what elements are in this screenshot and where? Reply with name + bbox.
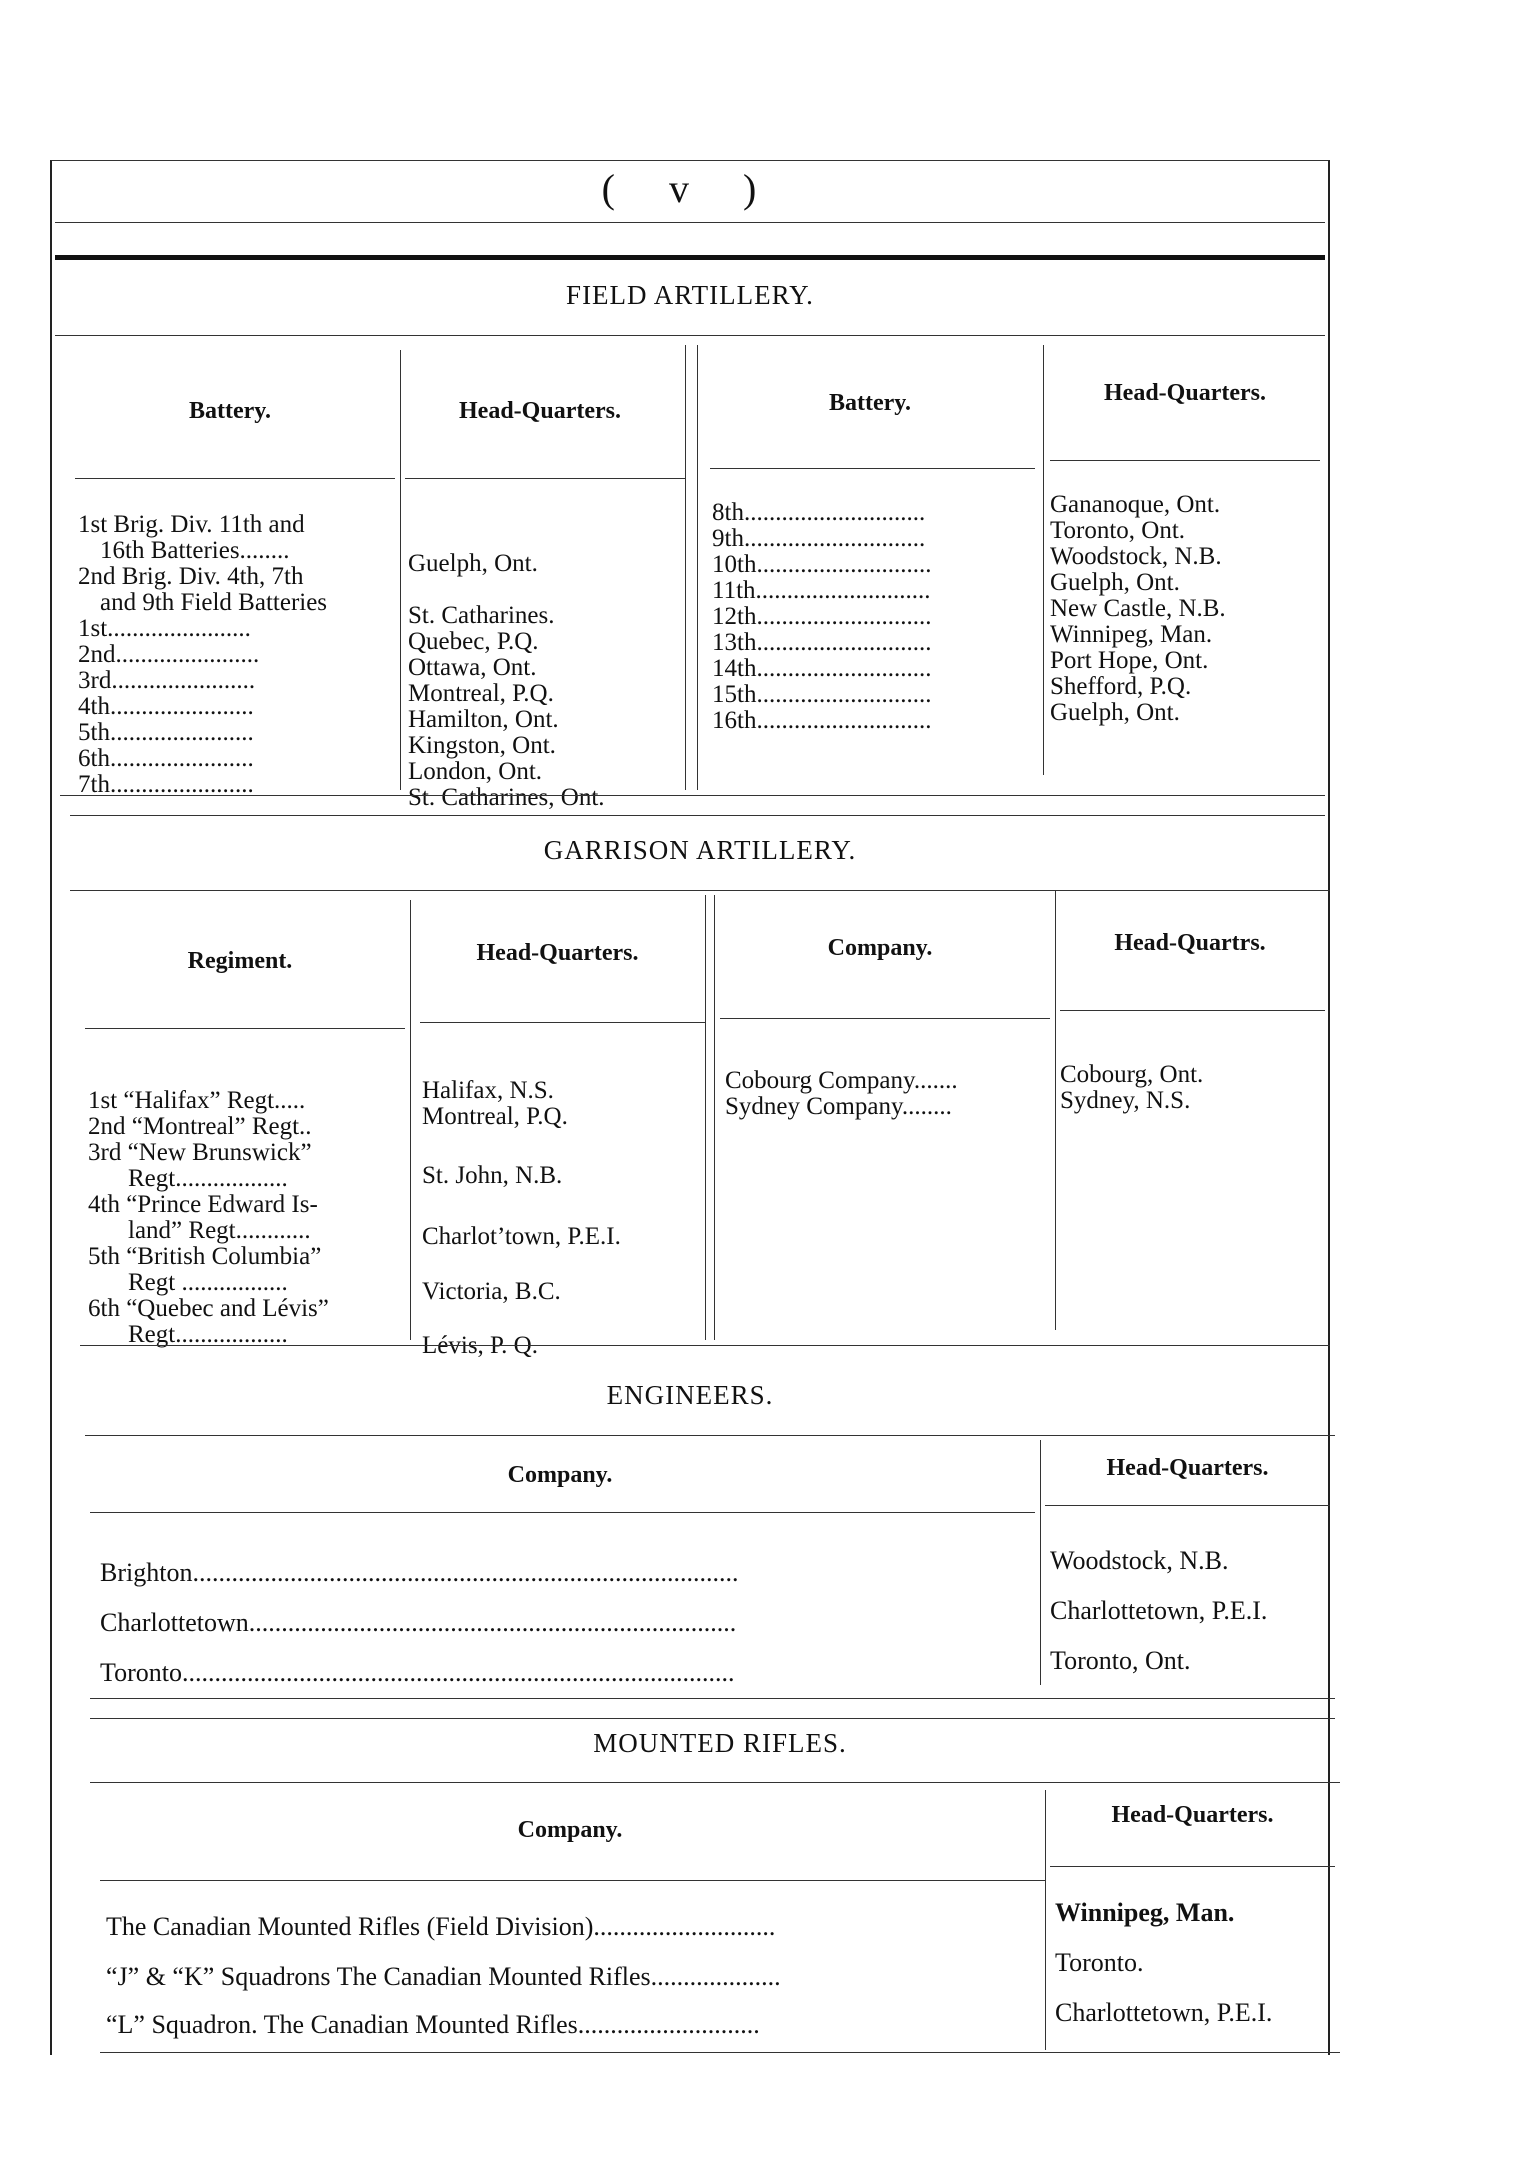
list-item: Regt ................. bbox=[128, 1269, 288, 1296]
mr-col-company: Company. bbox=[517, 1817, 623, 1843]
divider bbox=[405, 478, 685, 479]
fa-col-battery-left: Battery. bbox=[189, 398, 271, 424]
list-item: 16th............................ bbox=[712, 707, 932, 734]
list-item: 11th............................ bbox=[712, 577, 931, 604]
list-item bbox=[422, 1310, 621, 1328]
column-rule bbox=[1045, 1790, 1046, 2050]
column-rule bbox=[1043, 345, 1044, 775]
field-artillery-title: FIELD ARTILLERY. bbox=[566, 280, 814, 310]
divider bbox=[720, 1018, 1050, 1019]
list-item: land” Regt............ bbox=[128, 1217, 311, 1244]
fa-right-hq-list bbox=[1050, 492, 1226, 726]
list-item: 7th....................... bbox=[78, 771, 254, 798]
divider bbox=[80, 1345, 1330, 1346]
ga-col-hq-right: Head-Quartrs. bbox=[1114, 930, 1266, 956]
list-item: Regt.................. bbox=[128, 1321, 288, 1348]
table-row bbox=[100, 1558, 1030, 1588]
eng-col-hq: Head-Quarters. bbox=[1106, 1455, 1269, 1481]
list-item: 9th............................. bbox=[712, 525, 926, 552]
list-item: Montreal, P.Q. bbox=[408, 680, 554, 707]
list-item: Woodstock, N.B. bbox=[1050, 543, 1222, 570]
list-item: Regt.................. bbox=[128, 1165, 288, 1192]
ga-company-hq-list bbox=[1060, 1062, 1203, 1114]
table-row bbox=[1055, 1948, 1143, 1978]
list-item: Halifax, N.S. bbox=[422, 1077, 554, 1104]
divider bbox=[70, 890, 1330, 891]
eng-hq-cell: Toronto, Ont. bbox=[1050, 1646, 1191, 1675]
table-row bbox=[1055, 1998, 1272, 2028]
divider bbox=[60, 795, 1325, 796]
divider bbox=[85, 1028, 405, 1029]
column-rule bbox=[1040, 1440, 1041, 1685]
fa-col-hq-left: Head-Quarters. bbox=[459, 398, 621, 424]
list-item: 15th............................ bbox=[712, 681, 932, 708]
divider bbox=[70, 815, 1325, 816]
table-row bbox=[106, 1912, 1038, 1942]
divider bbox=[90, 1698, 1335, 1699]
table-row bbox=[1055, 1898, 1234, 1928]
list-item bbox=[422, 1196, 621, 1220]
table-row bbox=[100, 1658, 1030, 1688]
table-row bbox=[100, 1608, 1030, 1638]
list-item: 2nd “Montreal” Regt.. bbox=[88, 1113, 312, 1140]
mr-hq-cell: Charlottetown, P.E.I. bbox=[1055, 1998, 1273, 2027]
mr-hq-cell: Toronto. bbox=[1055, 1948, 1144, 1977]
table-row bbox=[106, 1962, 1038, 1992]
divider bbox=[1060, 1010, 1325, 1011]
eng-hq-cell: Woodstock, N.B. bbox=[1050, 1546, 1229, 1575]
table-row bbox=[1050, 1596, 1267, 1626]
eng-col-company: Company. bbox=[507, 1462, 613, 1488]
list-item: and 9th Field Batteries bbox=[100, 589, 328, 616]
list-item: Gananoque, Ont. bbox=[1050, 491, 1221, 518]
divider bbox=[100, 2052, 1340, 2053]
mr-col-hq: Head-Quarters. bbox=[1111, 1802, 1274, 1828]
list-item: Guelph, Ont. bbox=[408, 550, 538, 577]
divider bbox=[710, 468, 1035, 469]
divider bbox=[90, 1512, 1035, 1513]
divider bbox=[1050, 1866, 1335, 1867]
fa-left-battery-list bbox=[78, 512, 327, 798]
table-row bbox=[106, 2010, 1038, 2040]
list-item: Guelph, Ont. bbox=[1050, 569, 1180, 596]
list-item: St. Catharines, Ont. bbox=[408, 784, 605, 811]
divider bbox=[75, 478, 395, 479]
column-rule bbox=[400, 350, 401, 790]
fa-right-battery-list bbox=[712, 500, 931, 734]
list-item: 2nd....................... bbox=[78, 641, 260, 668]
list-item: Lévis, P. Q. bbox=[422, 1332, 538, 1359]
list-item: 4th “Prince Edward Is- bbox=[88, 1191, 318, 1218]
list-item: Sydney, N.S. bbox=[1060, 1087, 1191, 1114]
column-rule bbox=[697, 345, 698, 790]
list-item: Charlot’town, P.E.I. bbox=[422, 1223, 621, 1250]
list-item: 6th....................... bbox=[78, 745, 254, 772]
list-item bbox=[408, 577, 605, 603]
list-item: 5th....................... bbox=[78, 719, 254, 746]
column-rule bbox=[410, 900, 411, 1340]
list-item: 6th “Quebec and Lévis” bbox=[88, 1295, 329, 1322]
mr-company-cell: The Canadian Mounted Rifles (Field Division)............................ bbox=[106, 1912, 776, 1941]
list-item: 10th............................ bbox=[712, 551, 932, 578]
mr-hq-cell: Winnipeg, Man. bbox=[1055, 1898, 1235, 1927]
fa-col-hq-right: Head-Quarters. bbox=[1104, 380, 1266, 406]
ga-col-hq: Head-Quarters. bbox=[476, 940, 639, 966]
eng-company-cell: Brighton.................................................................................... bbox=[100, 1558, 739, 1587]
column-rule bbox=[714, 895, 715, 1340]
eng-company-cell: Charlottetown........................................................................... bbox=[100, 1608, 737, 1637]
list-item: 1st “Halifax” Regt..... bbox=[88, 1087, 306, 1114]
divider bbox=[1050, 460, 1320, 461]
list-item bbox=[422, 1130, 621, 1156]
mounted-rifles-title: MOUNTED RIFLES. bbox=[593, 1728, 847, 1758]
list-item: 1st....................... bbox=[78, 615, 251, 642]
ga-col-company: Company. bbox=[827, 935, 933, 961]
eng-company-cell: Toronto..................................................................................... bbox=[100, 1658, 735, 1687]
garrison-artillery-title: GARRISON ARTILLERY. bbox=[543, 835, 857, 865]
list-item: Montreal, P.Q. bbox=[422, 1103, 568, 1130]
column-rule bbox=[705, 895, 706, 1340]
fa-col-battery-right: Battery. bbox=[829, 390, 911, 416]
mr-company-cell: “J” & “K” Squadrons The Canadian Mounted Rifles.................... bbox=[106, 1962, 781, 1991]
list-item: St. John, N.B. bbox=[422, 1162, 563, 1189]
list-item: Cobourg, Ont. bbox=[1060, 1061, 1204, 1088]
list-item: Winnipeg, Man. bbox=[1050, 621, 1213, 648]
list-item: Toronto, Ont. bbox=[1050, 517, 1186, 544]
list-item: Guelph, Ont. bbox=[1050, 699, 1180, 726]
list-item: Hamilton, Ont. bbox=[408, 706, 559, 733]
divider bbox=[55, 222, 1325, 223]
divider bbox=[85, 1435, 1335, 1436]
table-row bbox=[1050, 1546, 1228, 1576]
list-item: 3rd “New Brunswick” bbox=[88, 1139, 312, 1166]
eng-hq-cell: Charlottetown, P.E.I. bbox=[1050, 1596, 1268, 1625]
divider bbox=[90, 1782, 1340, 1783]
list-item: Ottawa, Ont. bbox=[408, 654, 537, 681]
list-item: 13th............................ bbox=[712, 629, 932, 656]
list-item: 12th............................ bbox=[712, 603, 932, 630]
list-item: London, Ont. bbox=[408, 758, 543, 785]
table-row bbox=[1050, 1646, 1190, 1676]
divider bbox=[90, 1718, 1335, 1719]
list-item: 3rd....................... bbox=[78, 667, 256, 694]
list-item: 5th “British Columbia” bbox=[88, 1243, 322, 1270]
list-item: 4th....................... bbox=[78, 693, 254, 720]
list-item: Sydney Company........ bbox=[725, 1093, 952, 1120]
ga-regiment-hq-list bbox=[422, 1078, 621, 1364]
fa-left-hq-list bbox=[408, 525, 605, 811]
list-item: Shefford, P.Q. bbox=[1050, 673, 1192, 700]
ga-regiment-list bbox=[88, 1088, 329, 1348]
list-item: Cobourg Company....... bbox=[725, 1067, 958, 1094]
divider bbox=[420, 1022, 705, 1023]
list-item: St. Catharines. bbox=[408, 602, 555, 629]
list-item: 8th............................. bbox=[712, 499, 926, 526]
list-item: 1st Brig. Div. 11th and bbox=[78, 511, 305, 538]
column-rule bbox=[1055, 890, 1056, 1330]
list-item: New Castle, N.B. bbox=[1050, 595, 1226, 622]
list-item: 14th............................ bbox=[712, 655, 932, 682]
divider bbox=[1045, 1505, 1330, 1506]
ga-company-list bbox=[725, 1068, 958, 1120]
list-item: 2nd Brig. Div. 4th, 7th bbox=[78, 563, 304, 590]
ga-col-regiment: Regiment. bbox=[187, 948, 293, 974]
mr-company-cell: “L” Squadron. The Canadian Mounted Rifles............................ bbox=[106, 2010, 760, 2039]
list-item bbox=[408, 525, 605, 551]
page-number: ( v ) bbox=[601, 166, 779, 211]
list-item bbox=[422, 1254, 621, 1274]
list-item: Port Hope, Ont. bbox=[1050, 647, 1209, 674]
list-item: Kingston, Ont. bbox=[408, 732, 556, 759]
divider bbox=[55, 335, 1325, 336]
divider-thick bbox=[55, 255, 1325, 260]
engineers-title: ENGINEERS. bbox=[606, 1380, 774, 1410]
list-item: Victoria, B.C. bbox=[422, 1278, 561, 1305]
list-item: Quebec, P.Q. bbox=[408, 628, 539, 655]
column-rule bbox=[685, 345, 686, 790]
list-item: 16th Batteries........ bbox=[100, 537, 290, 564]
divider bbox=[100, 1880, 1045, 1881]
